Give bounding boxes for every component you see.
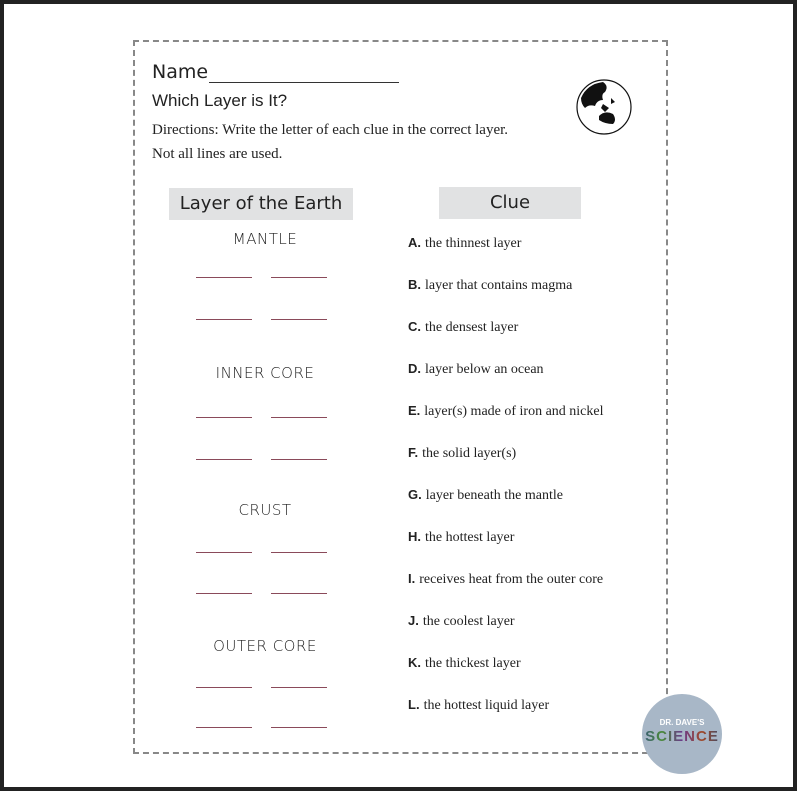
clue-text: the hottest layer [425,530,515,545]
worksheet-title: Which Layer is It? [152,91,288,110]
clue-text: the thinnest layer [425,236,522,251]
clue-letter: L. [408,697,420,712]
clue-letter: J. [408,613,419,628]
answer-line[interactable] [271,417,327,418]
clue-text: the solid layer(s) [422,446,517,461]
answer-line[interactable] [196,552,252,553]
answer-line[interactable] [196,277,252,278]
answer-line[interactable] [196,727,252,728]
answer-line[interactable] [271,459,327,460]
name-label: Name [152,61,209,83]
clue-letter: A. [408,235,421,250]
clue-text: the coolest layer [422,614,515,629]
clue-column-header: Clue [439,187,581,219]
clue-item [408,319,518,336]
clue-item [408,487,563,504]
clue-item [408,529,514,546]
clue-item [408,235,521,252]
layer-label-crust: CRUST [238,501,292,519]
answer-line[interactable] [271,552,327,553]
answer-line[interactable] [196,319,252,320]
globe-icon [575,78,633,141]
layer-column-header: Layer of the Earth [169,188,353,220]
answer-line[interactable] [196,459,252,460]
answer-line[interactable] [271,593,327,594]
clue-letter: G. [408,487,422,502]
clue-letter: F. [408,445,419,460]
clue-item [408,445,516,462]
clue-letter: D. [408,361,421,376]
clue-item [408,361,544,378]
clue-text: layer(s) made of iron and nickel [424,404,604,419]
clue-letter: I. [408,571,416,586]
clue-text: the densest layer [425,320,519,335]
layer-label-inner-core: INNER CORE [215,364,315,382]
answer-line[interactable] [196,687,252,688]
clue-letter: E. [408,403,421,418]
clue-text: layer that contains magma [425,278,573,293]
layer-label-mantle: MANTLE [232,230,298,248]
clue-item [408,277,572,294]
directions-line-2: Not all lines are used. [152,146,283,162]
answer-line[interactable] [271,319,327,320]
layer-label-outer-core: OUTER CORE [213,637,317,655]
answer-line[interactable] [271,727,327,728]
clue-item [408,655,521,672]
directions-line-1: Directions: Write the letter of each clue in the correct layer. [152,122,509,138]
clue-letter: C. [408,319,421,334]
logo-line-1: DR. DAVE'S [659,718,705,727]
logo-line-2: SCIENCE [642,728,722,745]
clue-text: the thickest layer [425,656,521,671]
clue-letter: K. [408,655,421,670]
answer-line[interactable] [271,687,327,688]
clue-item [408,403,604,420]
clue-text: the hottest liquid layer [423,698,550,713]
answer-line[interactable] [196,593,252,594]
clue-letter: B. [408,277,421,292]
answer-line[interactable] [271,277,327,278]
clue-text: layer beneath the mantle [425,488,563,503]
clue-text: receives heat from the outer core [419,572,604,587]
dr-daves-science-logo [642,694,722,774]
name-field[interactable] [209,82,399,83]
clue-letter: H. [408,529,421,544]
clue-item [408,613,515,630]
answer-line[interactable] [196,417,252,418]
clue-item [408,571,603,588]
clue-item [408,697,549,714]
clue-text: layer below an ocean [425,362,544,377]
